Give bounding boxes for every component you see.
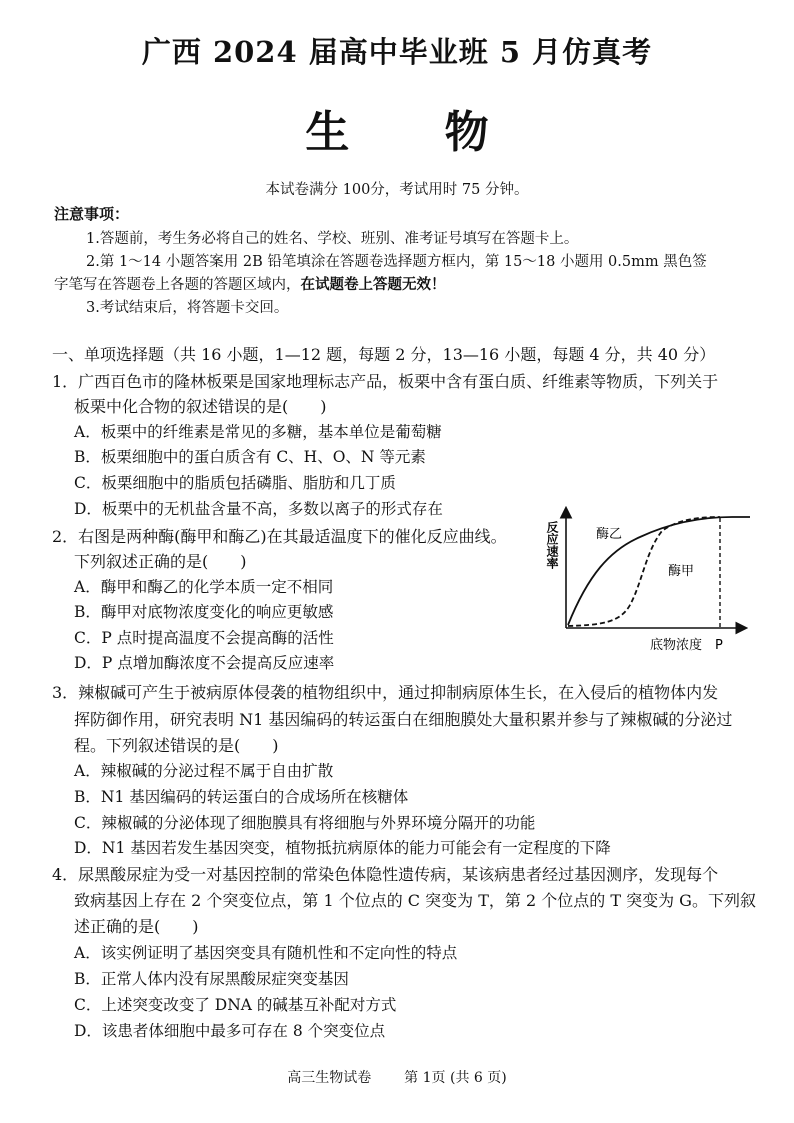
q2-stem-line-2: 下列叙述正确的是( ) xyxy=(74,552,247,571)
q2-option-d: D．P 点增加酶浓度不会提高反应速率 xyxy=(74,654,335,672)
exam-info: 本试卷满分 100分，考试用时 75 分钟。 xyxy=(265,182,529,198)
q2-option-a: A．酶甲和酶乙的化学本质一定不相同 xyxy=(74,578,334,596)
q3-stem-line-1: 3．辣椒碱可产生于被病原体侵袭的植物组织中，通过抑制病原体生长，在入侵后的植物体内发 xyxy=(52,683,719,702)
notice-item-3: 3.考试结束后，将答题卡交回。 xyxy=(86,300,289,316)
figure-ylabel: 反应速率 xyxy=(545,521,559,569)
q3-stem-line-3: 程。下列叙述错误的是( ) xyxy=(74,736,279,755)
q1-option-b: B．板栗细胞中的蛋白质含有 C、H、O、N 等元素 xyxy=(74,448,426,466)
footer-page-number: 第 1页 (共 6 页) xyxy=(404,1070,507,1086)
q4-option-a: A．该实例证明了基因突变具有随机性和不定向性的特点 xyxy=(74,944,458,962)
label-enzyme-b: 酶乙 xyxy=(596,527,623,542)
enzyme-rate-figure xyxy=(540,505,750,665)
section-heading: 一、单项选择题（共 16 小题，1—12 题，每题 2 分，13—16 小题，每题 4 分，共 40 分） xyxy=(52,345,716,364)
q3-option-c: C．辣椒碱的分泌体现了细胞膜具有将细胞与外界环境分隔开的功能 xyxy=(74,814,536,832)
notice-item-2-text: 字笔写在答题卷上各题的答题区域内， xyxy=(54,277,301,293)
figure-xlabel: 底物浓度 xyxy=(650,638,703,653)
page-footer xyxy=(0,1067,794,1087)
q4-option-d: D．该患者体细胞中最多可存在 8 个突变位点 xyxy=(74,1022,386,1040)
q1-stem-line-1: 1．广西百色市的隆林板栗是国家地理标志产品，板栗中含有蛋白质、纤维素等物质，下列关于 xyxy=(52,372,719,391)
footer-paper-name: 高三生物试卷 xyxy=(287,1070,372,1086)
q3-option-b: B．N1 基因编码的转运蛋白的合成场所在核糖体 xyxy=(74,788,409,806)
notice-item-2-warning: 在试题卷上答题无效！ xyxy=(300,276,446,293)
q4-option-c: C．上述突变改变了 DNA 的碱基互补配对方式 xyxy=(74,996,397,1014)
exam-title: 广西 2024 届高中毕业班 5 月仿真考 xyxy=(141,35,653,69)
label-enzyme-a: 酶甲 xyxy=(668,564,695,579)
q1-option-c: C．板栗细胞中的脂质包括磷脂、脂肪和几丁质 xyxy=(74,474,396,492)
q1-stem-line-2: 板栗中化合物的叙述错误的是( ) xyxy=(74,397,327,416)
q3-option-d: D．N1 基因若发生基因突变，植物抵抗病原体的能力可能会有一定程度的下降 xyxy=(74,839,611,857)
notice-heading: 注意事项： xyxy=(54,205,130,223)
q3-stem-line-2: 挥防御作用，研究表明 N1 基因编码的转运蛋白在细胞膜处大量积累并参与了辣椒碱的分泌过 xyxy=(74,710,733,729)
notice-item-1: 1.答题前，考生务必将自己的姓名、学校、班别、准考证号填写在答题卡上。 xyxy=(86,231,579,247)
q4-option-b: B．正常人体内没有尿黑酸尿症突变基因 xyxy=(74,970,349,988)
notice-item-2-line-1: 2.第 1～14 小题答案用 2B 铅笔填涂在答题卷选择题方框内，第 15～18 小题用 0.5mm 黑色签 xyxy=(86,254,707,270)
q3-option-a: A．辣椒碱的分泌过程不属于自由扩散 xyxy=(74,762,334,780)
q4-stem-line-1: 4．尿黑酸尿症为受一对基因控制的常染色体隐性遗传病，某该病患者经过基因测序，发现每个 xyxy=(52,865,719,884)
q2-stem-line-1: 2．右图是两种酶(酶甲和酶乙)在其最适温度下的催化反应曲线。 xyxy=(52,527,507,546)
q1-option-a: A．板栗中的纤维素是常见的多糖，基本单位是葡萄糖 xyxy=(74,423,442,441)
q4-stem-line-3: 述正确的是( ) xyxy=(74,917,199,936)
q4-stem-line-2: 致病基因上存在 2 个突变位点，第 1 个位点的 C 突变为 T，第 2 个位点的 T 突变为 G。下列叙 xyxy=(74,891,756,910)
q1-option-d: D．板栗中的无机盐含量不高，多数以离子的形式存在 xyxy=(74,500,443,518)
notice-item-2-line-2 xyxy=(54,273,446,294)
q2-option-b: B．酶甲对底物浓度变化的响应更敏感 xyxy=(74,603,334,621)
q2-option-c: C．P 点时提高温度不会提高酶的活性 xyxy=(74,629,334,647)
figure-point-p: P xyxy=(715,638,723,653)
subject-title: 生 物 xyxy=(305,107,529,158)
curve-enzyme-a xyxy=(568,517,720,626)
